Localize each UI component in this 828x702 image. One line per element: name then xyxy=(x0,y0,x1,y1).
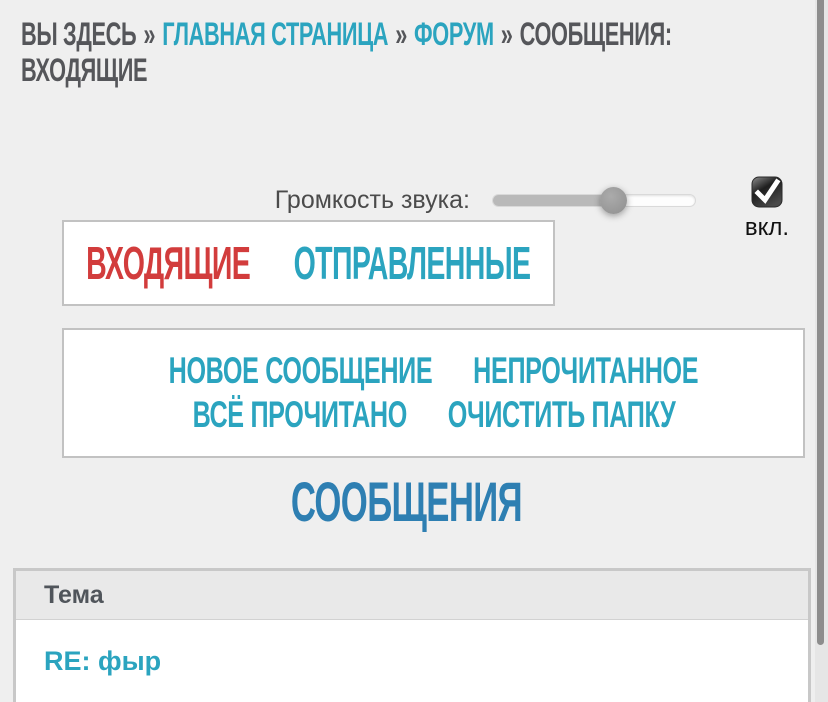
sound-toggle-label: вкл. xyxy=(744,214,790,241)
folder-tabs xyxy=(86,236,530,290)
tab-inbox[interactable]: ВХОДЯЩИЕ xyxy=(86,237,251,289)
sound-checkbox[interactable] xyxy=(751,176,783,213)
breadcrumb-line-1 xyxy=(21,16,803,52)
folders-panel xyxy=(62,220,555,306)
breadcrumb-prefix: ВЫ ЗДЕСЬ xyxy=(21,16,137,52)
breadcrumb-current: СООБЩЕНИЯ: xyxy=(519,16,672,52)
new-message-button[interactable]: НОВОЕ СООБЩЕНИЕ xyxy=(168,350,433,391)
breadcrumb-line-2: ВХОДЯЩИЕ xyxy=(21,52,148,88)
breadcrumb xyxy=(21,16,803,88)
volume-label: Громкость звука: xyxy=(274,186,470,214)
page-scrollbar-thumb[interactable] xyxy=(817,0,824,645)
table-row xyxy=(16,620,808,677)
clear-folder-button[interactable]: ОЧИСТИТЬ ПАПКУ xyxy=(447,394,675,435)
unread-button[interactable]: НЕПРОЧИТАННОЕ xyxy=(473,350,699,391)
volume-slider[interactable] xyxy=(492,194,696,207)
actions-row-2 xyxy=(192,393,675,437)
tab-sent[interactable]: ОТПРАВЛЕННЫЕ xyxy=(293,237,531,289)
breadcrumb-link-home[interactable]: ГЛАВНАЯ СТРАНИЦА xyxy=(162,16,389,52)
mark-all-read-button[interactable]: ВСЁ ПРОЧИТАНО xyxy=(192,394,407,435)
breadcrumb-separator: » xyxy=(500,16,513,52)
volume-slider-thumb[interactable] xyxy=(600,187,627,214)
actions-row-1 xyxy=(169,349,699,393)
page-title: СООБЩЕНИЯ xyxy=(290,470,523,533)
volume-slider-fill xyxy=(493,195,614,206)
page-scrollbar[interactable] xyxy=(815,0,828,702)
sound-toggle-group xyxy=(735,176,799,242)
messages-table xyxy=(13,568,811,702)
table-header-subject: Тема xyxy=(16,571,808,620)
breadcrumb-separator: » xyxy=(143,16,156,52)
breadcrumb-separator: » xyxy=(395,16,407,52)
check-icon xyxy=(751,176,783,208)
message-subject-link[interactable]: RE: фыр xyxy=(44,646,162,676)
actions-panel xyxy=(62,328,805,458)
breadcrumb-link-forum[interactable]: ФОРУМ xyxy=(414,16,494,52)
